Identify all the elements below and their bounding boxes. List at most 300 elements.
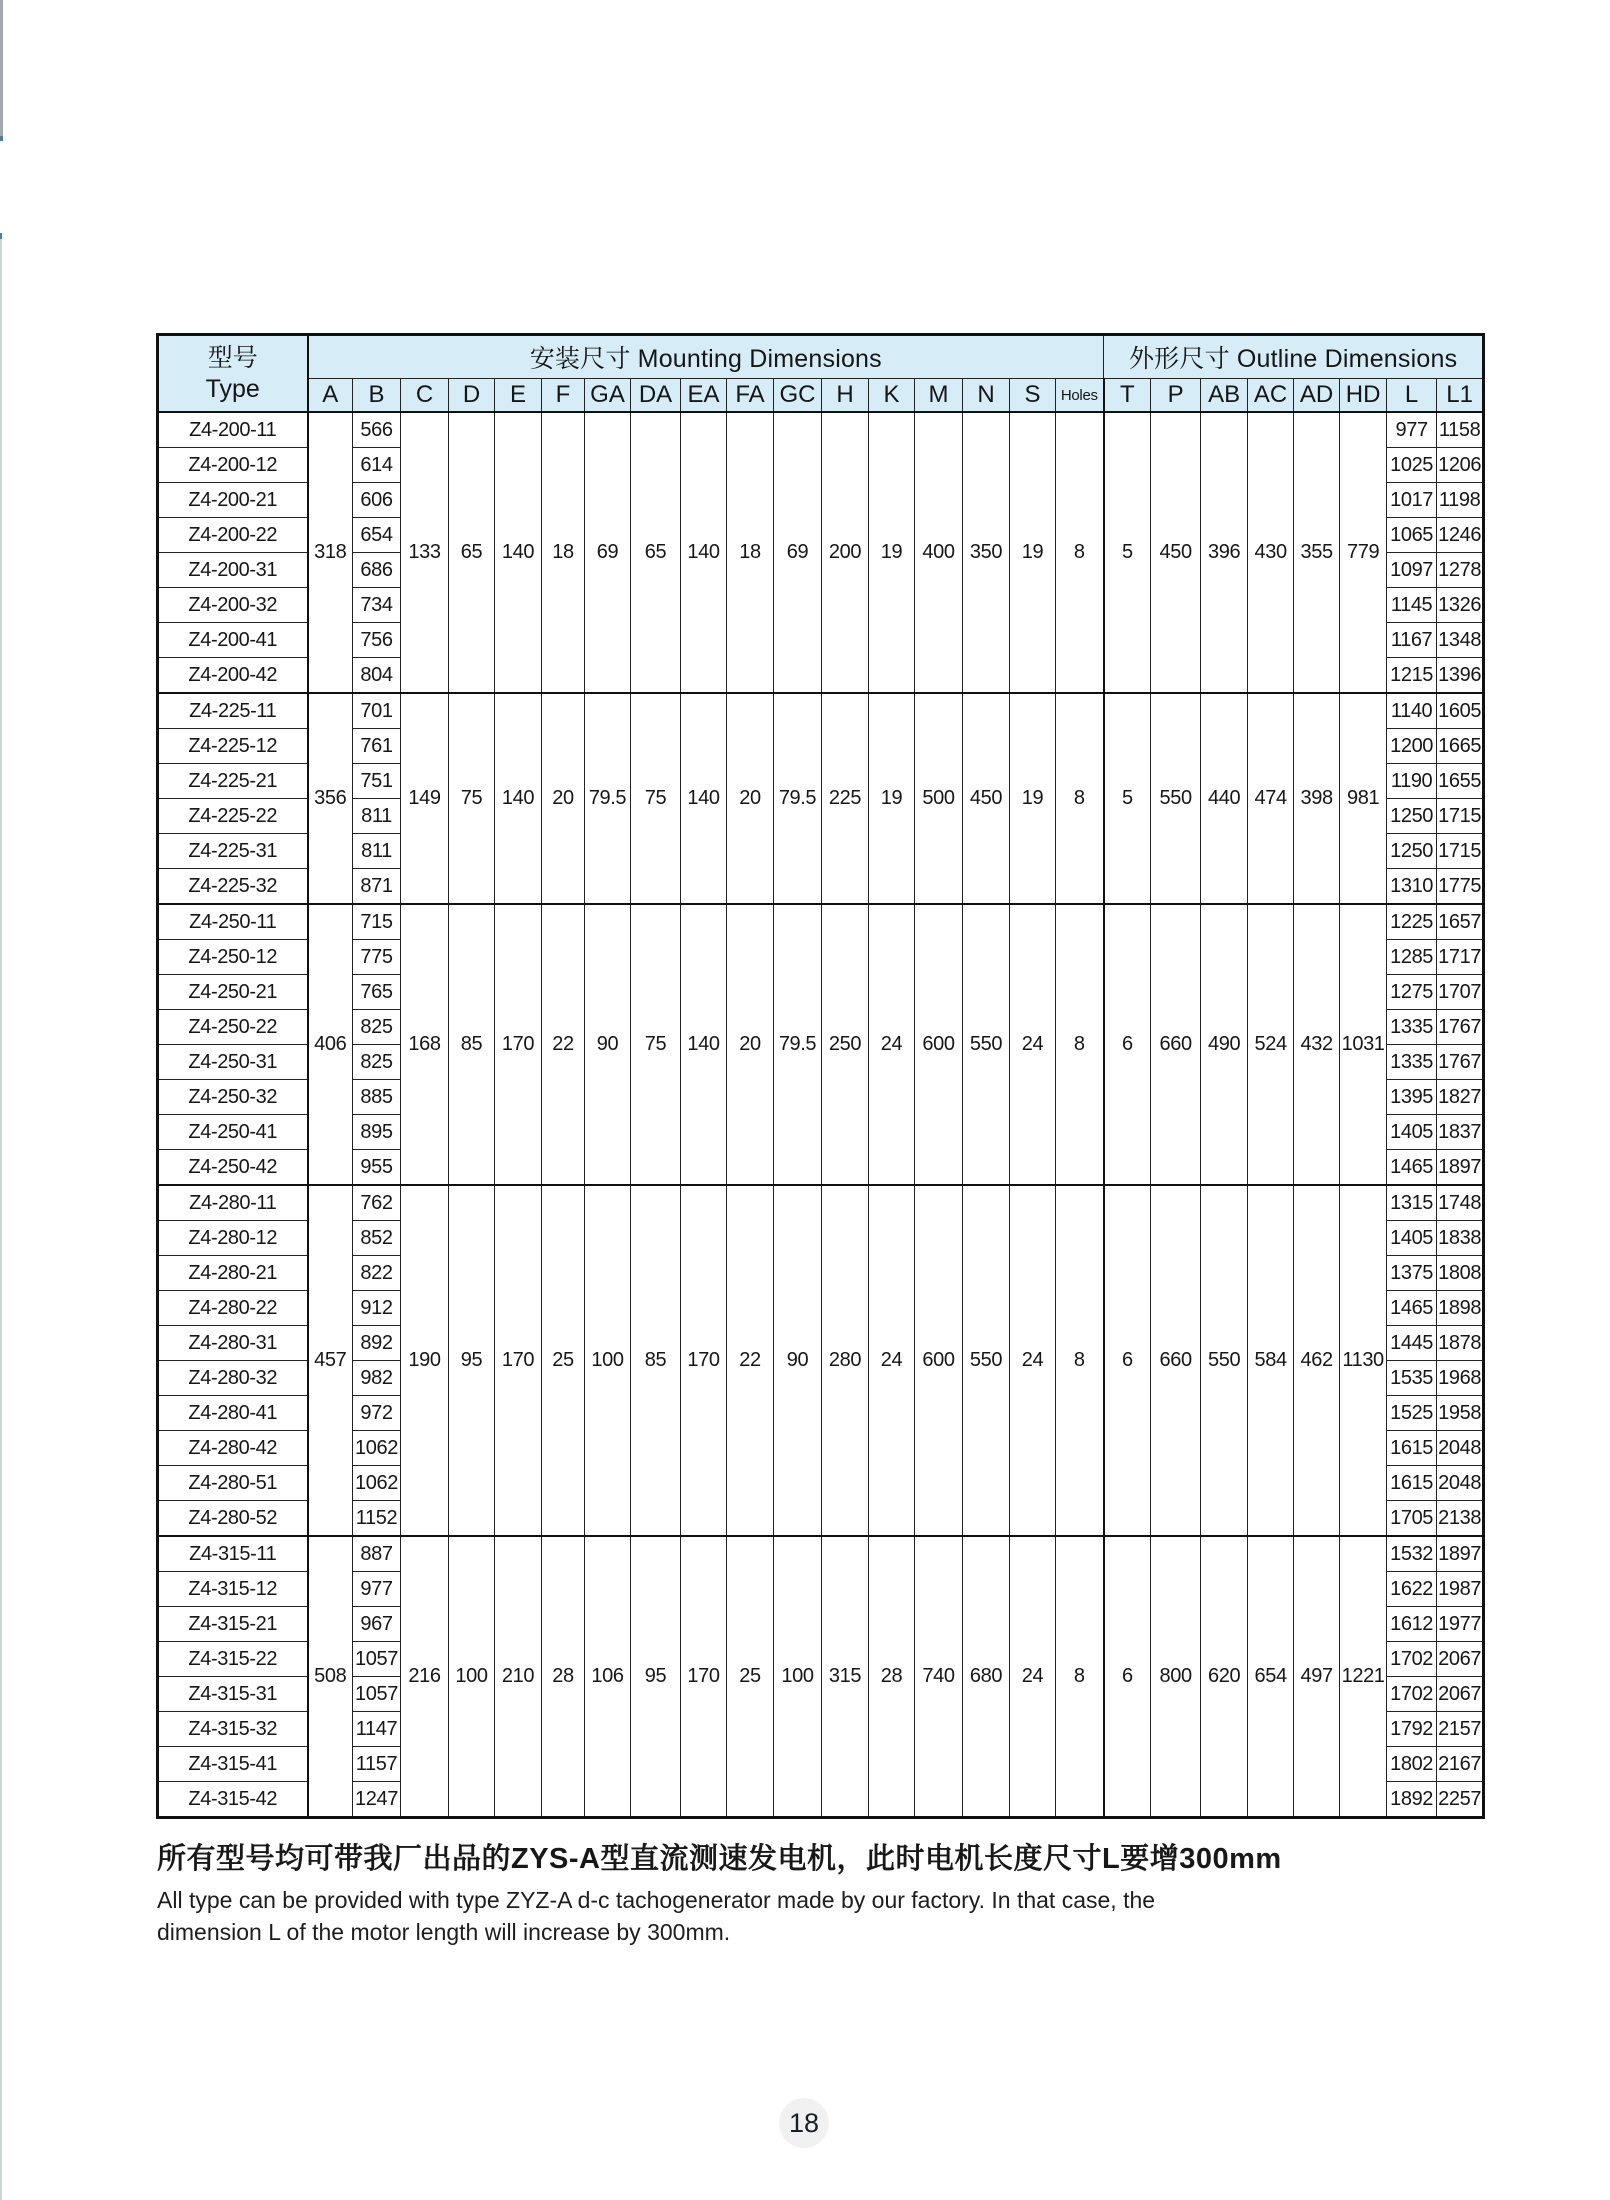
column-header-ab: AB xyxy=(1201,379,1248,413)
dim-cell-l: 1335 xyxy=(1387,1045,1437,1080)
type-cell: Z4-200-21 xyxy=(158,483,308,518)
dim-cell-l: 1465 xyxy=(1387,1291,1437,1326)
dim-cell-l: 1335 xyxy=(1387,1010,1437,1045)
dim-cell-l1: 2257 xyxy=(1437,1782,1484,1818)
column-header-f: F xyxy=(542,379,585,413)
dim-cell-b: 825 xyxy=(353,1045,401,1080)
outline-dimensions-header: 外形尺寸 Outline Dimensions xyxy=(1104,335,1484,379)
dim-cell-ga: 69 xyxy=(585,412,631,693)
dim-cell-fa: 18 xyxy=(727,412,774,693)
dim-cell-l: 1215 xyxy=(1387,658,1437,694)
column-header-ac: AC xyxy=(1248,379,1294,413)
dim-cell-l1: 2167 xyxy=(1437,1747,1484,1782)
dim-cell-l: 1310 xyxy=(1387,869,1437,905)
dim-cell-l1: 1767 xyxy=(1437,1010,1484,1045)
dim-cell-l: 1250 xyxy=(1387,799,1437,834)
dim-cell-gc: 100 xyxy=(774,1536,822,1818)
type-cell: Z4-250-32 xyxy=(158,1080,308,1115)
dim-cell-b: 955 xyxy=(353,1150,401,1186)
dim-cell-fa: 20 xyxy=(727,904,774,1185)
table-row xyxy=(158,904,1484,940)
dim-cell-s: 19 xyxy=(1010,693,1056,904)
type-cell: Z4-225-32 xyxy=(158,869,308,905)
type-cell: Z4-315-12 xyxy=(158,1572,308,1607)
dim-cell-l1: 2067 xyxy=(1437,1677,1484,1712)
dim-cell-l1: 1605 xyxy=(1437,693,1484,729)
column-header-ga: GA xyxy=(585,379,631,413)
dim-cell-d: 100 xyxy=(449,1536,495,1818)
dim-cell-b: 967 xyxy=(353,1607,401,1642)
dim-cell-l1: 1775 xyxy=(1437,869,1484,905)
dim-cell-l1: 1707 xyxy=(1437,975,1484,1010)
column-header-a: A xyxy=(308,379,353,413)
table-row xyxy=(158,1536,1484,1572)
dim-cell-s: 24 xyxy=(1010,1536,1056,1818)
column-header-m: M xyxy=(915,379,963,413)
dim-cell-gc: 69 xyxy=(774,412,822,693)
header-columns-row xyxy=(158,379,1484,413)
dim-cell-e: 170 xyxy=(495,904,542,1185)
dim-cell-p: 450 xyxy=(1151,412,1201,693)
dim-cell-gc: 90 xyxy=(774,1185,822,1536)
dim-cell-c: 190 xyxy=(401,1185,449,1536)
dim-cell-l1: 1715 xyxy=(1437,799,1484,834)
dim-cell-ac: 474 xyxy=(1248,693,1294,904)
dim-cell-f: 25 xyxy=(542,1185,585,1536)
type-cell: Z4-200-12 xyxy=(158,448,308,483)
dim-cell-l: 1702 xyxy=(1387,1642,1437,1677)
dim-cell-ea: 140 xyxy=(681,904,727,1185)
dim-cell-l1: 1158 xyxy=(1437,412,1484,448)
dim-cell-l1: 1838 xyxy=(1437,1221,1484,1256)
type-cell: Z4-200-11 xyxy=(158,412,308,448)
dim-cell-da: 75 xyxy=(631,693,681,904)
dim-cell-h: 280 xyxy=(822,1185,869,1536)
dim-cell-l1: 1206 xyxy=(1437,448,1484,483)
column-header-fa: FA xyxy=(727,379,774,413)
type-cell: Z4-200-41 xyxy=(158,623,308,658)
dim-cell-l1: 1968 xyxy=(1437,1361,1484,1396)
dim-cell-l1: 1827 xyxy=(1437,1080,1484,1115)
dim-cell-l: 1375 xyxy=(1387,1256,1437,1291)
dim-cell-n: 550 xyxy=(963,1185,1010,1536)
dim-cell-p: 800 xyxy=(1151,1536,1201,1818)
type-cell: Z4-315-11 xyxy=(158,1536,308,1572)
dim-cell-ac: 430 xyxy=(1248,412,1294,693)
dim-cell-k: 19 xyxy=(869,412,915,693)
dim-cell-b: 654 xyxy=(353,518,401,553)
scan-artifact-line xyxy=(0,0,3,141)
dim-cell-gc: 79.5 xyxy=(774,693,822,904)
type-cell: Z4-250-12 xyxy=(158,940,308,975)
dim-cell-a: 457 xyxy=(308,1185,353,1536)
dim-cell-b: 566 xyxy=(353,412,401,448)
dim-cell-e: 140 xyxy=(495,693,542,904)
dim-cell-b: 982 xyxy=(353,1361,401,1396)
type-cell: Z4-250-31 xyxy=(158,1045,308,1080)
type-cell: Z4-280-11 xyxy=(158,1185,308,1221)
dim-cell-b: 912 xyxy=(353,1291,401,1326)
dim-cell-l1: 1897 xyxy=(1437,1536,1484,1572)
type-cell: Z4-280-51 xyxy=(158,1466,308,1501)
dim-cell-l: 1705 xyxy=(1387,1501,1437,1537)
dim-cell-b: 761 xyxy=(353,729,401,764)
note-english-line: All type can be provided with type ZYZ-A d-c tachogenerator made by our factory. In that case, the xyxy=(157,1887,1156,1913)
dim-cell-h: 200 xyxy=(822,412,869,693)
dim-cell-b: 811 xyxy=(353,834,401,869)
dim-cell-p: 660 xyxy=(1151,1185,1201,1536)
column-header-s: S xyxy=(1010,379,1056,413)
dim-cell-l: 1465 xyxy=(1387,1150,1437,1186)
column-header-hd: HD xyxy=(1340,379,1387,413)
dim-cell-b: 756 xyxy=(353,623,401,658)
dim-cell-b: 762 xyxy=(353,1185,401,1221)
dim-cell-b: 895 xyxy=(353,1115,401,1150)
dim-cell-l1: 1748 xyxy=(1437,1185,1484,1221)
dim-cell-ga: 100 xyxy=(585,1185,631,1536)
dim-cell-ab: 396 xyxy=(1201,412,1248,693)
dim-cell-l: 1225 xyxy=(1387,904,1437,940)
table-header xyxy=(158,335,1484,413)
dim-cell-l: 1065 xyxy=(1387,518,1437,553)
dim-cell-c: 133 xyxy=(401,412,449,693)
dim-cell-n: 350 xyxy=(963,412,1010,693)
dim-cell-d: 75 xyxy=(449,693,495,904)
dim-cell-h: 315 xyxy=(822,1536,869,1818)
dim-cell-l1: 2048 xyxy=(1437,1466,1484,1501)
dim-cell-f: 28 xyxy=(542,1536,585,1818)
dim-cell-gc: 79.5 xyxy=(774,904,822,1185)
dim-cell-da: 85 xyxy=(631,1185,681,1536)
dim-cell-f: 20 xyxy=(542,693,585,904)
dim-cell-ad: 432 xyxy=(1294,904,1340,1185)
dim-cell-hd: 1130 xyxy=(1340,1185,1387,1536)
dim-cell-c: 149 xyxy=(401,693,449,904)
type-cell: Z4-280-12 xyxy=(158,1221,308,1256)
dim-cell-l1: 1278 xyxy=(1437,553,1484,588)
type-cell: Z4-250-11 xyxy=(158,904,308,940)
type-cell: Z4-225-22 xyxy=(158,799,308,834)
dim-cell-hd: 1221 xyxy=(1340,1536,1387,1818)
dim-cell-ac: 654 xyxy=(1248,1536,1294,1818)
dim-cell-t: 5 xyxy=(1104,412,1151,693)
dim-cell-b: 887 xyxy=(353,1536,401,1572)
dim-cell-l: 1622 xyxy=(1387,1572,1437,1607)
dim-cell-b: 686 xyxy=(353,553,401,588)
dim-cell-b: 751 xyxy=(353,764,401,799)
dim-cell-l: 1285 xyxy=(1387,940,1437,975)
dim-cell-l1: 2138 xyxy=(1437,1501,1484,1537)
dim-cell-l1: 1665 xyxy=(1437,729,1484,764)
dim-cell-b: 871 xyxy=(353,869,401,905)
dim-cell-l: 1190 xyxy=(1387,764,1437,799)
dim-cell-b: 972 xyxy=(353,1396,401,1431)
dim-cell-p: 550 xyxy=(1151,693,1201,904)
dim-cell-ga: 106 xyxy=(585,1536,631,1818)
dim-cell-t: 6 xyxy=(1104,904,1151,1185)
dim-cell-ea: 140 xyxy=(681,412,727,693)
dim-cell-s: 24 xyxy=(1010,1185,1056,1536)
dim-cell-a: 406 xyxy=(308,904,353,1185)
dim-cell-ad: 497 xyxy=(1294,1536,1340,1818)
dim-cell-m: 600 xyxy=(915,1185,963,1536)
dim-cell-l1: 1396 xyxy=(1437,658,1484,694)
type-cell: Z4-225-21 xyxy=(158,764,308,799)
type-cell: Z4-250-42 xyxy=(158,1150,308,1186)
dim-cell-ac: 524 xyxy=(1248,904,1294,1185)
dim-cell-l: 1025 xyxy=(1387,448,1437,483)
table-body xyxy=(158,412,1484,1818)
dim-cell-b: 977 xyxy=(353,1572,401,1607)
dim-cell-l1: 1898 xyxy=(1437,1291,1484,1326)
dim-cell-t: 6 xyxy=(1104,1185,1151,1536)
type-cell: Z4-280-31 xyxy=(158,1326,308,1361)
dim-cell-b: 606 xyxy=(353,483,401,518)
dim-cell-a: 356 xyxy=(308,693,353,904)
dim-cell-s: 19 xyxy=(1010,412,1056,693)
dim-cell-b: 614 xyxy=(353,448,401,483)
type-cell: Z4-280-21 xyxy=(158,1256,308,1291)
dimensions-table xyxy=(156,333,1485,1819)
dim-cell-ea: 170 xyxy=(681,1536,727,1818)
dim-cell-l1: 1837 xyxy=(1437,1115,1484,1150)
dim-cell-holes: 8 xyxy=(1056,1185,1104,1536)
column-header-l1: L1 xyxy=(1437,379,1484,413)
column-header-gc: GC xyxy=(774,379,822,413)
table-row xyxy=(158,412,1484,448)
note-english-line: dimension L of the motor length will increase by 300mm. xyxy=(157,1919,731,1945)
dim-cell-d: 85 xyxy=(449,904,495,1185)
dim-cell-p: 660 xyxy=(1151,904,1201,1185)
dim-cell-l1: 1977 xyxy=(1437,1607,1484,1642)
dim-cell-l: 1017 xyxy=(1387,483,1437,518)
dim-cell-f: 22 xyxy=(542,904,585,1185)
dim-cell-l1: 2157 xyxy=(1437,1712,1484,1747)
dim-cell-l: 1200 xyxy=(1387,729,1437,764)
page-number: 18 xyxy=(788,2107,820,2138)
type-cell: Z4-280-52 xyxy=(158,1501,308,1537)
dim-cell-l: 1405 xyxy=(1387,1115,1437,1150)
note-english xyxy=(157,1884,1397,1948)
type-cell: Z4-315-21 xyxy=(158,1607,308,1642)
dim-cell-k: 28 xyxy=(869,1536,915,1818)
dim-cell-t: 6 xyxy=(1104,1536,1151,1818)
type-cell: Z4-315-32 xyxy=(158,1712,308,1747)
dim-cell-l: 1315 xyxy=(1387,1185,1437,1221)
dim-cell-l: 1702 xyxy=(1387,1677,1437,1712)
dim-cell-b: 765 xyxy=(353,975,401,1010)
type-cell: Z4-280-22 xyxy=(158,1291,308,1326)
type-cell: Z4-315-22 xyxy=(158,1642,308,1677)
dim-cell-fa: 20 xyxy=(727,693,774,904)
dim-cell-b: 1057 xyxy=(353,1677,401,1712)
type-cell: Z4-200-42 xyxy=(158,658,308,694)
type-cell: Z4-225-12 xyxy=(158,729,308,764)
dim-cell-c: 216 xyxy=(401,1536,449,1818)
type-cell: Z4-280-41 xyxy=(158,1396,308,1431)
dim-cell-m: 400 xyxy=(915,412,963,693)
type-cell: Z4-200-32 xyxy=(158,588,308,623)
dim-cell-l: 1167 xyxy=(1387,623,1437,658)
dim-cell-b: 852 xyxy=(353,1221,401,1256)
dim-cell-d: 65 xyxy=(449,412,495,693)
dim-cell-l: 1140 xyxy=(1387,693,1437,729)
dim-cell-ab: 620 xyxy=(1201,1536,1248,1818)
column-header-ea: EA xyxy=(681,379,727,413)
dim-cell-l1: 1897 xyxy=(1437,1150,1484,1186)
dim-cell-b: 1247 xyxy=(353,1782,401,1818)
dim-cell-l1: 1326 xyxy=(1437,588,1484,623)
dim-cell-l1: 1987 xyxy=(1437,1572,1484,1607)
dim-cell-n: 550 xyxy=(963,904,1010,1185)
type-cell: Z4-315-31 xyxy=(158,1677,308,1712)
type-cell: Z4-250-22 xyxy=(158,1010,308,1045)
dim-cell-holes: 8 xyxy=(1056,412,1104,693)
dim-cell-holes: 8 xyxy=(1056,904,1104,1185)
dim-cell-l: 1445 xyxy=(1387,1326,1437,1361)
dim-cell-ga: 90 xyxy=(585,904,631,1185)
type-cell: Z4-225-11 xyxy=(158,693,308,729)
dim-cell-m: 500 xyxy=(915,693,963,904)
dim-cell-ab: 550 xyxy=(1201,1185,1248,1536)
dim-cell-l1: 1348 xyxy=(1437,623,1484,658)
dim-cell-l1: 1198 xyxy=(1437,483,1484,518)
dim-cell-l: 1535 xyxy=(1387,1361,1437,1396)
dim-cell-b: 804 xyxy=(353,658,401,694)
dim-cell-l: 1615 xyxy=(1387,1466,1437,1501)
dim-cell-l: 1612 xyxy=(1387,1607,1437,1642)
dim-cell-f: 18 xyxy=(542,412,585,693)
dim-cell-a: 508 xyxy=(308,1536,353,1818)
dim-cell-hd: 779 xyxy=(1340,412,1387,693)
dim-cell-b: 1152 xyxy=(353,1501,401,1537)
dim-cell-k: 24 xyxy=(869,904,915,1185)
dim-cell-ga: 79.5 xyxy=(585,693,631,904)
dim-cell-ab: 490 xyxy=(1201,904,1248,1185)
dim-cell-holes: 8 xyxy=(1056,693,1104,904)
type-column-header xyxy=(158,335,308,413)
type-cell: Z4-200-31 xyxy=(158,553,308,588)
type-cell: Z4-280-32 xyxy=(158,1361,308,1396)
dim-cell-l: 1792 xyxy=(1387,1712,1437,1747)
dim-cell-b: 825 xyxy=(353,1010,401,1045)
dim-cell-l: 1250 xyxy=(1387,834,1437,869)
dim-cell-l: 1532 xyxy=(1387,1536,1437,1572)
column-header-t: T xyxy=(1104,379,1151,413)
dim-cell-k: 24 xyxy=(869,1185,915,1536)
dim-cell-b: 1062 xyxy=(353,1466,401,1501)
dim-cell-l: 1525 xyxy=(1387,1396,1437,1431)
note-chinese: 所有型号均可带我厂出品的ZYS-A型直流测速发电机，此时电机长度尺寸L要增300mm xyxy=(157,1843,1282,1875)
scan-artifact-line xyxy=(0,233,2,2200)
dim-cell-m: 740 xyxy=(915,1536,963,1818)
dim-cell-l1: 2048 xyxy=(1437,1431,1484,1466)
dim-cell-b: 885 xyxy=(353,1080,401,1115)
column-header-holes: Holes xyxy=(1056,379,1104,413)
dim-cell-n: 450 xyxy=(963,693,1010,904)
dim-cell-ac: 584 xyxy=(1248,1185,1294,1536)
dim-cell-l1: 1767 xyxy=(1437,1045,1484,1080)
dim-cell-b: 892 xyxy=(353,1326,401,1361)
dim-cell-b: 1062 xyxy=(353,1431,401,1466)
type-cell: Z4-200-22 xyxy=(158,518,308,553)
type-cell: Z4-315-41 xyxy=(158,1747,308,1782)
dim-cell-l: 1395 xyxy=(1387,1080,1437,1115)
column-header-d: D xyxy=(449,379,495,413)
table-row xyxy=(158,693,1484,729)
dim-cell-n: 680 xyxy=(963,1536,1010,1818)
dim-cell-h: 250 xyxy=(822,904,869,1185)
mounting-dimensions-header: 安装尺寸 Mounting Dimensions xyxy=(308,335,1104,379)
dim-cell-e: 170 xyxy=(495,1185,542,1536)
dim-cell-ea: 170 xyxy=(681,1185,727,1536)
dim-cell-ad: 462 xyxy=(1294,1185,1340,1536)
dim-cell-l: 1802 xyxy=(1387,1747,1437,1782)
dim-cell-e: 210 xyxy=(495,1536,542,1818)
dim-cell-h: 225 xyxy=(822,693,869,904)
dim-cell-da: 95 xyxy=(631,1536,681,1818)
column-header-k: K xyxy=(869,379,915,413)
dim-cell-b: 734 xyxy=(353,588,401,623)
dim-cell-b: 822 xyxy=(353,1256,401,1291)
column-header-c: C xyxy=(401,379,449,413)
dim-cell-hd: 1031 xyxy=(1340,904,1387,1185)
table-row xyxy=(158,1185,1484,1221)
dim-cell-ad: 355 xyxy=(1294,412,1340,693)
dim-cell-l: 1892 xyxy=(1387,1782,1437,1818)
type-cell: Z4-250-41 xyxy=(158,1115,308,1150)
dim-cell-s: 24 xyxy=(1010,904,1056,1185)
page-number-badge xyxy=(779,2098,829,2148)
type-cell: Z4-225-31 xyxy=(158,834,308,869)
column-header-h: H xyxy=(822,379,869,413)
dim-cell-ea: 140 xyxy=(681,693,727,904)
dim-cell-b: 775 xyxy=(353,940,401,975)
dim-cell-l: 1405 xyxy=(1387,1221,1437,1256)
dim-cell-l: 1275 xyxy=(1387,975,1437,1010)
dim-cell-m: 600 xyxy=(915,904,963,1185)
dim-cell-l: 1097 xyxy=(1387,553,1437,588)
dim-cell-ab: 440 xyxy=(1201,693,1248,904)
dim-cell-l1: 2067 xyxy=(1437,1642,1484,1677)
dim-cell-da: 65 xyxy=(631,412,681,693)
dim-cell-b: 811 xyxy=(353,799,401,834)
dim-cell-b: 1147 xyxy=(353,1712,401,1747)
dim-cell-l: 977 xyxy=(1387,412,1437,448)
dim-cell-l: 1615 xyxy=(1387,1431,1437,1466)
type-cell: Z4-250-21 xyxy=(158,975,308,1010)
dim-cell-l1: 1657 xyxy=(1437,904,1484,940)
dim-cell-l1: 1715 xyxy=(1437,834,1484,869)
dim-cell-b: 715 xyxy=(353,904,401,940)
dim-cell-b: 1157 xyxy=(353,1747,401,1782)
dim-cell-hd: 981 xyxy=(1340,693,1387,904)
type-cell: Z4-315-42 xyxy=(158,1782,308,1818)
dim-cell-fa: 25 xyxy=(727,1536,774,1818)
dim-cell-l1: 1958 xyxy=(1437,1396,1484,1431)
dim-cell-l1: 1655 xyxy=(1437,764,1484,799)
dim-cell-l1: 1878 xyxy=(1437,1326,1484,1361)
dim-cell-a: 318 xyxy=(308,412,353,693)
dim-cell-b: 701 xyxy=(353,693,401,729)
column-header-b: B xyxy=(353,379,401,413)
column-header-l: L xyxy=(1387,379,1437,413)
dim-cell-c: 168 xyxy=(401,904,449,1185)
dim-cell-fa: 22 xyxy=(727,1185,774,1536)
column-header-ad: AD xyxy=(1294,379,1340,413)
column-header-n: N xyxy=(963,379,1010,413)
dim-cell-l1: 1717 xyxy=(1437,940,1484,975)
